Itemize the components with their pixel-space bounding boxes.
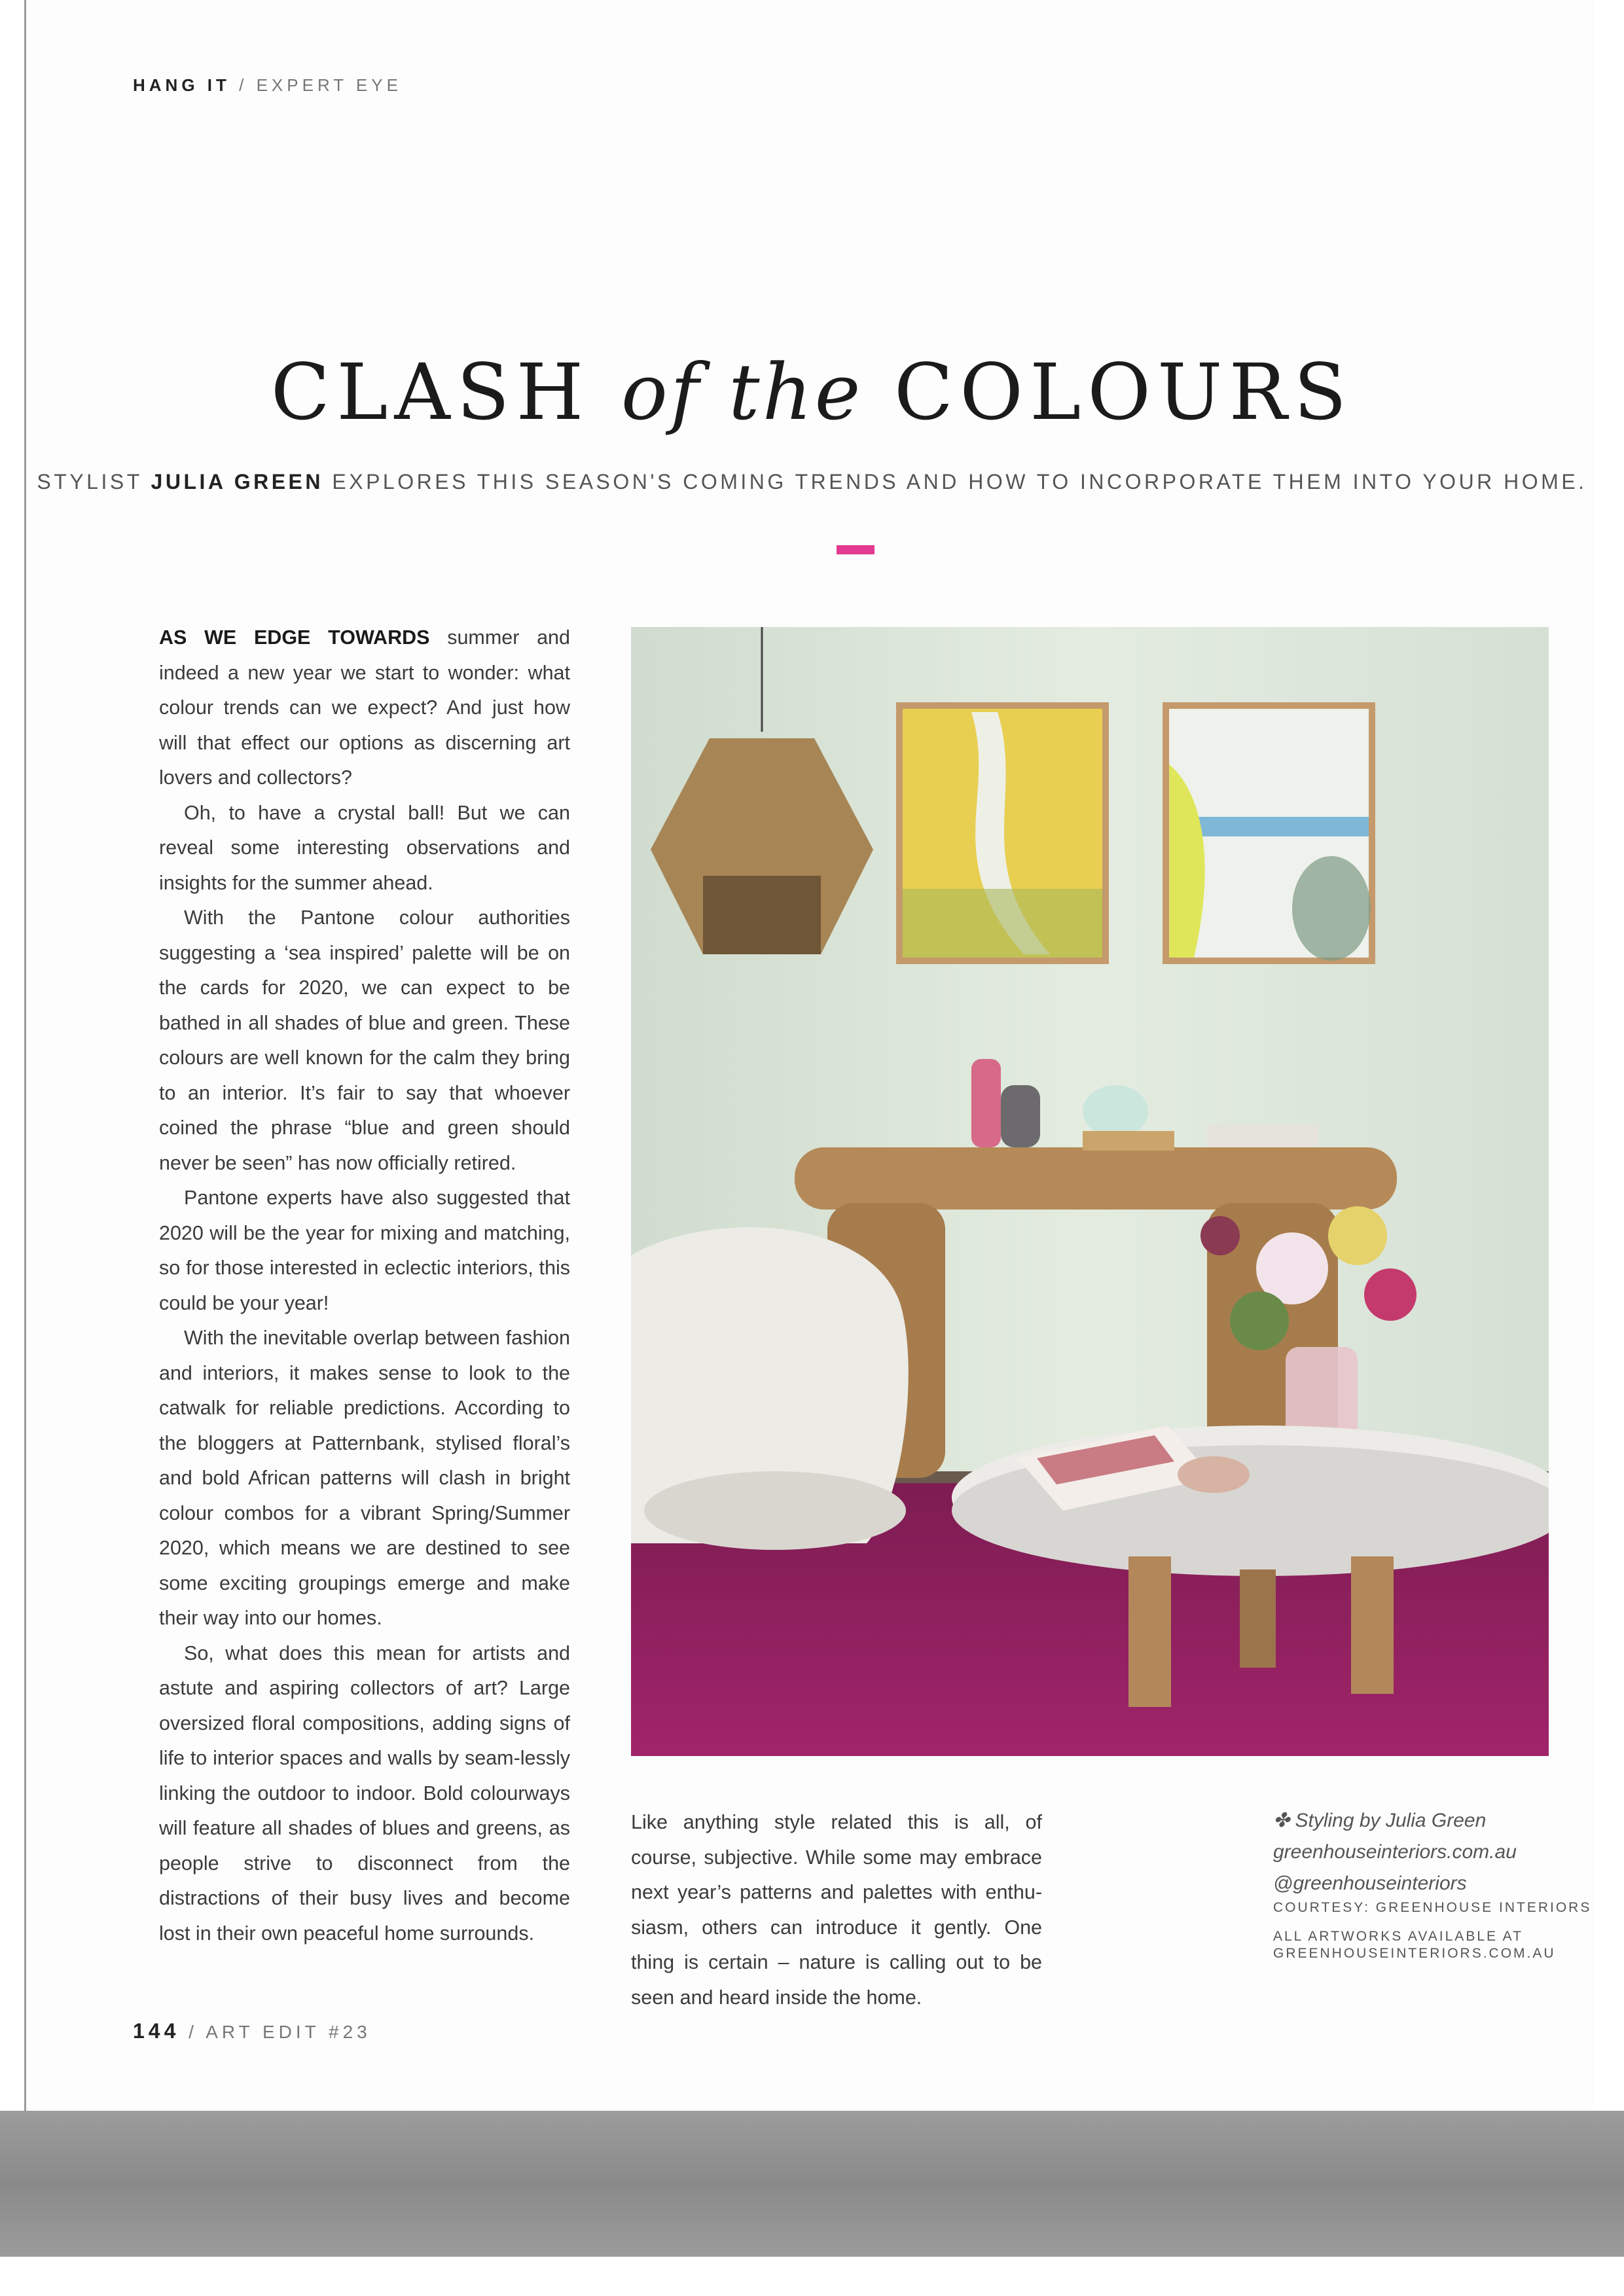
body-paragraph: Pantone experts have also suggested that 2020 will be the year for mixing and matching, so for those interested in eclectic interiors, this could be your year! — [159, 1187, 570, 1314]
subsection-name: EXPERT EYE — [256, 75, 402, 95]
article-standfirst — [0, 470, 1624, 494]
title-part-3: COLOURS — [893, 347, 1354, 437]
body-column-1 — [159, 620, 570, 1951]
body-paragraph — [159, 620, 570, 796]
artworks-line-1: ALL ARTWORKS AVAILABLE AT — [1273, 1929, 1523, 1944]
credit-website: greenhouseinteriors.com.au — [1273, 1841, 1517, 1863]
interior-photo — [631, 627, 1549, 1756]
scan-bottom-edge — [0, 2257, 1624, 2296]
paragraph-text: summer and indeed a new year we start to wonder: what colour trends can we expect? And just how will that effect our options as discerning art lovers and collectors? — [159, 626, 570, 789]
footer-separator: / — [189, 2022, 198, 2042]
section-separator: / — [239, 75, 248, 95]
title-part-2: of the — [621, 347, 863, 437]
accent-bar — [837, 545, 875, 554]
body-paragraph: With the inevitable overlap between fashion and interiors, it makes sense to look to the catwalk for reliable predictions. According to the bloggers at Patternbank, stylised floral’s and bold African patterns will clash in bright colour combos for a vibrant Spring/Summer 2020, which means we are destined to see some exciting groupings emerge and make their way into our homes. — [159, 1327, 570, 1629]
scan-left-edge — [0, 0, 26, 2296]
page-footer — [133, 2019, 371, 2043]
issue-label: ART EDIT #23 — [206, 2022, 371, 2042]
page-number: 144 — [133, 2019, 180, 2043]
body-paragraph: Oh, to have a crystal ball! But we can reveal some interesting observations and insights for the summer ahead. — [159, 801, 570, 894]
scan-right-edge — [1594, 0, 1624, 2296]
title-part-1: CLASH — [270, 347, 590, 437]
standfirst-author: JULIA GREEN — [151, 470, 323, 493]
body-paragraph: Like anything style related this is all, of course, subjective. While some may embrace next year’s patterns and palettes with enthu-siasm, others can introduce it gently. One thing is certain – nature is calling out to be seen and heard inside the home. — [631, 1811, 1042, 2009]
body-paragraph: With the Pantone colour authorities suggesting a ‘sea inspired’ palette will be on the cards for 2020, we can expect to be bathed in all shades of blue and green. These colours are well known for the calm they bring to an interior. It’s fair to say that whoever coined the phrase “blue and green should never be seen” has now officially retired. — [159, 906, 570, 1174]
section-label — [133, 75, 402, 96]
photo-credits — [1273, 1805, 1592, 1962]
standfirst-after: EXPLORES THIS SEASON'S COMING TRENDS AND HOW TO INCORPORATE THEM INTO YOUR HOME. — [332, 470, 1587, 493]
section-name: HANG IT — [133, 75, 230, 95]
styling-credit: ✤ Styling by Julia Green — [1273, 1810, 1487, 1831]
standfirst-before: STYLIST — [37, 470, 143, 493]
courtesy-line: COURTESY: GREENHOUSE INTERIORS — [1273, 1900, 1592, 1915]
article-title — [0, 347, 1624, 437]
interior-photo-illustration — [631, 627, 1549, 1756]
credit-social-handle: @greenhouseinteriors — [1273, 1873, 1467, 1894]
body-column-2 — [631, 1805, 1042, 2015]
lead-in: AS WE EDGE TOWARDS — [159, 626, 430, 649]
body-paragraph: So, what does this mean for artists and astute and aspiring collectors of art? Large oversized floral compositions, adding signs of life to interior spaces and walls by seam-lessly linking the outdoor to indoor. Bold colourways will feature all shades of blues and greens, as people strive to disconnect from the distractions of their busy lives and become lost in their own peaceful home surrounds. — [159, 1641, 570, 1945]
artworks-line-2: GREENHOUSEINTERIORS.COM.AU — [1273, 1946, 1556, 1961]
